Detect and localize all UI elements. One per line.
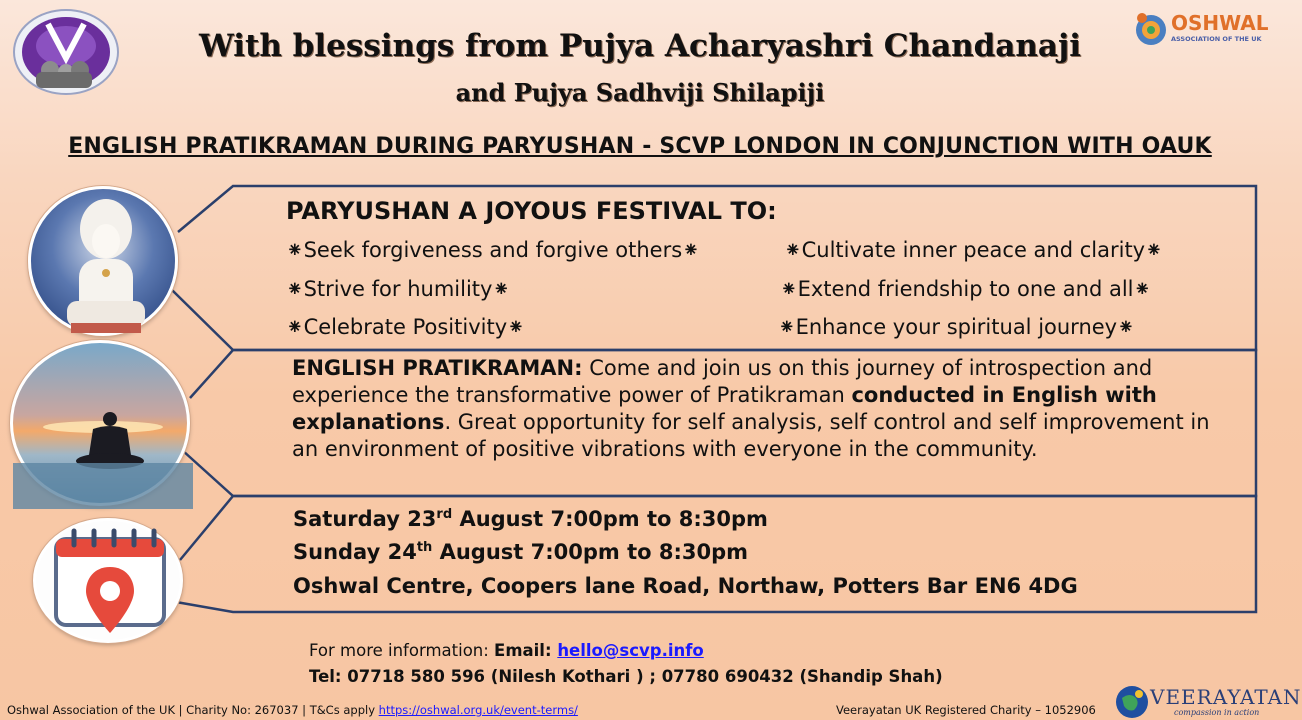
oshwal-subtitle: ASSOCIATION OF THE UK [1171,35,1262,43]
day2-date: Sunday 24 [293,540,417,564]
festival-point: ⁕Extend friendship to one and all⁕ [780,277,1152,301]
day2-suffix: th [416,540,433,555]
festival-point: ⁕Celebrate Positivity⁕ [286,315,525,339]
schedule-day-1 [293,507,768,531]
contact-line-1 [309,641,704,660]
oshwal-name: OSHWAL [1171,11,1269,35]
calendar-location-image [33,518,183,643]
pratikraman-bold: conducted in English with explanations [292,383,1157,434]
pratikraman-description [292,355,1237,463]
schedule-day-2 [293,540,748,564]
venue: Oshwal Centre, Coopers lane Road, Northaw, Potters Bar EN6 4DG [293,574,1078,598]
contact-phone: Tel: 07718 580 596 (Nilesh Kothari ) ; 07780 690432 (Shandip Shah) [309,667,943,686]
day2-time: August 7:00pm to 8:30pm [432,540,749,564]
blessing-line-1: With blessings from Pujya Acharyashri Chandanaji [198,28,1081,64]
festival-point: ⁕Enhance your spiritual journey⁕ [778,315,1135,339]
deity-image [28,186,178,336]
festival-heading: PARYUSHAN A JOYOUS FESTIVAL TO: [286,197,777,225]
terms-link[interactable]: https://oshwal.org.uk/event-terms/ [378,703,578,717]
email-link[interactable]: hello@scvp.info [557,641,704,660]
festival-point: ⁕Seek forgiveness and forgive others⁕ [286,238,700,262]
footer-veerayatan: Veerayatan UK Registered Charity – 1052906 [836,703,1096,717]
day1-suffix: rd [436,507,453,522]
meditation-image [10,340,190,506]
blessing-line-2: and Pujya Sadhviji Shilapiji [455,78,825,107]
festival-point: ⁕Cultivate inner peace and clarity⁕ [784,238,1163,262]
calendar-pin-icon [36,521,186,646]
contact-intro: For more information: [309,641,495,660]
day1-time: August 7:00pm to 8:30pm [452,507,768,531]
veerayatan-tagline: compassion in action [1174,708,1260,717]
event-subtitle: ENGLISH PRATIKRAMAN DURING PARYUSHAN - SCVP LONDON IN CONJUNCTION WITH OAUK [68,134,1212,159]
footer-oshwal [7,703,578,717]
festival-point: ⁕Strive for humility⁕ [286,277,511,301]
globe-icon [1114,684,1150,720]
email-label: Email: [494,641,558,660]
pratikraman-text-1: Come and join us on this journey of introspection and experience the transformative power of Pratikraman [292,356,1153,407]
veerayatan-name: VEERAYATAN [1150,685,1302,709]
pratikraman-label: ENGLISH PRATIKRAMAN: [292,356,583,380]
pratikraman-text-2: . Great opportunity for self analysis, self control and self improvement in an environment of positive vibrations with everyone in the community. [292,410,1210,461]
footer-oshwal-text: Oshwal Association of the UK | Charity No: 267037 | T&Cs apply [7,703,379,717]
day1-date: Saturday 23 [293,507,437,531]
veerayatan-logo [1114,684,1302,720]
